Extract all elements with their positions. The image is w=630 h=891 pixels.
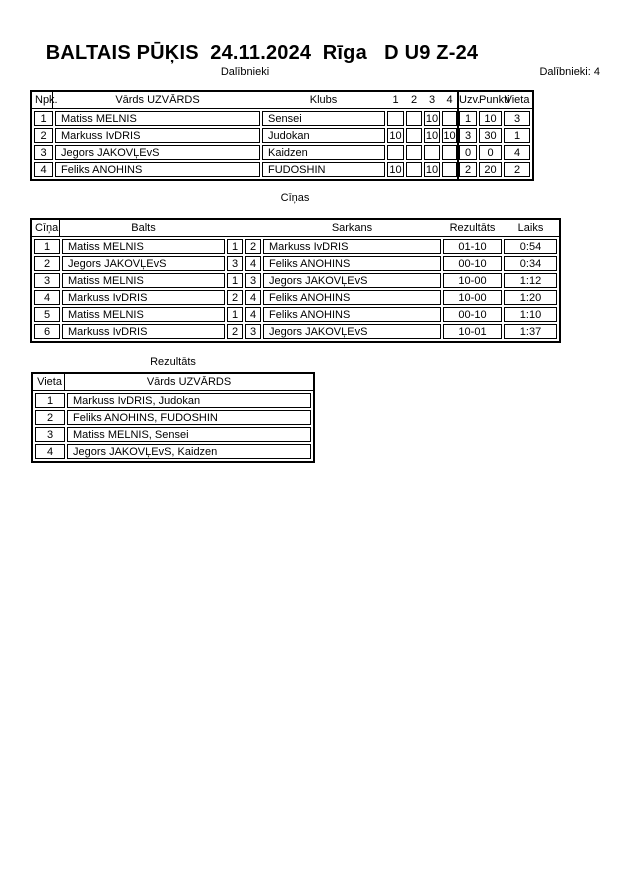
- cell-white-name: Matiss MELNIS: [62, 273, 225, 288]
- cell-place: 4: [504, 145, 530, 160]
- cell-round2: [406, 128, 422, 143]
- cell-time: 1:20: [504, 290, 557, 305]
- cell-npk: 2: [34, 128, 53, 143]
- cell-name: Markuss IvDRIS: [55, 128, 260, 143]
- cell-npk: 4: [34, 162, 53, 177]
- cell-name: Jegors JAKOVĻEvS: [55, 145, 260, 160]
- cell-white-no: 1: [227, 307, 243, 322]
- cell-red-no: 4: [245, 307, 261, 322]
- cell-name: Markuss IvDRIS, Judokan: [67, 393, 311, 408]
- participants-table: [30, 90, 534, 181]
- col-header-result: Rezultāts: [449, 222, 496, 234]
- fights-section-title: Cīņas: [280, 192, 310, 204]
- fights-table-header: [32, 220, 559, 237]
- cell-white-no: 2: [227, 324, 243, 339]
- cell-white-no: 2: [227, 290, 243, 305]
- cell-name: Feliks ANOHINS: [55, 162, 260, 177]
- table-row: [35, 410, 311, 425]
- table-row: [34, 273, 557, 288]
- cell-red-no: 2: [245, 239, 261, 254]
- cell-wins: 3: [459, 128, 477, 143]
- col-header-white: Balts: [131, 222, 156, 234]
- cell-white-no: 3: [227, 256, 243, 271]
- cell-round2: [406, 145, 422, 160]
- col-header-fight: Cīņa: [35, 222, 59, 234]
- cell-white-name: Matiss MELNIS: [62, 307, 225, 322]
- results-table-body: [33, 391, 313, 461]
- cell-round1: 10: [387, 128, 404, 143]
- results-section-title: Rezultāts: [150, 356, 196, 368]
- table-row: [34, 256, 557, 271]
- table-row: [34, 162, 530, 177]
- cell-npk: 1: [34, 111, 53, 126]
- cell-fight-no: 3: [34, 273, 60, 288]
- cell-name: Matiss MELNIS, Sensei: [67, 427, 311, 442]
- cell-red-name: Markuss IvDRIS: [263, 239, 441, 254]
- cell-place: 1: [504, 128, 530, 143]
- cell-red-no: 3: [245, 324, 261, 339]
- table-row: [35, 444, 311, 459]
- cell-fight-no: 2: [34, 256, 60, 271]
- cell-club: Judokan: [262, 128, 385, 143]
- participants-count: Dalībnieki: 4: [539, 66, 600, 78]
- cell-fight-no: 6: [34, 324, 60, 339]
- cell-result: 10-00: [443, 290, 502, 305]
- col-header-name: Vārds UZVĀRDS: [146, 376, 232, 388]
- table-row: [34, 145, 530, 160]
- col-header-place: Vieta: [504, 94, 530, 106]
- cell-time: 1:10: [504, 307, 557, 322]
- fights-table: [30, 218, 561, 343]
- cell-round3: 10: [425, 129, 439, 142]
- col-header-npk: Npk.: [35, 94, 58, 106]
- cell-fight-no: 1: [34, 239, 60, 254]
- cell-round1: [387, 111, 404, 126]
- cell-time: 1:37: [504, 324, 557, 339]
- cell-round2: [406, 162, 422, 177]
- cell-place: 3: [35, 427, 65, 442]
- cell-red-no: 4: [245, 290, 261, 305]
- col-header-place: Vieta: [35, 374, 65, 390]
- results-table-header: [33, 374, 313, 391]
- col-header-round3: 3: [428, 94, 436, 106]
- cell-red-name: Jegors JAKOVĻEvS: [263, 273, 441, 288]
- cell-place: 4: [35, 444, 65, 459]
- cell-time: 0:54: [504, 239, 557, 254]
- cell-white-no: 1: [227, 239, 243, 254]
- cell-round4: [442, 145, 457, 160]
- table-row: [34, 307, 557, 322]
- cell-wins: 0: [459, 145, 477, 160]
- cell-club: FUDOSHIN: [262, 162, 385, 177]
- col-header-red: Sarkans: [331, 222, 373, 234]
- table-row: [34, 239, 557, 254]
- cell-round4: [442, 162, 457, 177]
- col-header-wins: Uzv.: [459, 94, 481, 106]
- fights-table-body: [32, 237, 559, 341]
- cell-result: 00-10: [443, 256, 502, 271]
- cell-white-no: 1: [227, 273, 243, 288]
- cell-result: 01-10: [443, 239, 502, 254]
- cell-place: 2: [504, 162, 530, 177]
- section-divider-line: [457, 92, 459, 179]
- cell-name: Matiss MELNIS: [55, 111, 260, 126]
- col-header-round2: 2: [410, 94, 418, 106]
- cell-result: 10-00: [443, 273, 502, 288]
- table-row: [34, 111, 530, 126]
- cell-place: 2: [35, 410, 65, 425]
- col-header-time: Laiks: [517, 222, 544, 234]
- col-header-club: Klubs: [309, 94, 338, 106]
- table-row: [34, 290, 557, 305]
- cell-fight-no: 4: [34, 290, 60, 305]
- cell-red-name: Feliks ANOHINS: [263, 256, 441, 271]
- cell-result: 00-10: [443, 307, 502, 322]
- cell-round2: [406, 111, 422, 126]
- cell-club: Sensei: [262, 111, 385, 126]
- table-row: [34, 128, 530, 143]
- cell-club: Kaidzen: [262, 145, 385, 160]
- table-row: [35, 393, 311, 408]
- cell-npk: 3: [34, 145, 53, 160]
- page-title: BALTAIS PŪĶIS 24.11.2024 Rīga D U9 Z-24: [45, 42, 479, 64]
- cell-red-name: Feliks ANOHINS: [263, 290, 441, 305]
- col-header-points: Punkti: [479, 94, 510, 106]
- cell-place: 1: [35, 393, 65, 408]
- col-header-name: Vārds UZVĀRDS: [115, 94, 200, 106]
- cell-time: 0:34: [504, 256, 557, 271]
- cell-round3: [424, 145, 440, 160]
- cell-result: 10-01: [443, 324, 502, 339]
- cell-round3: 10: [425, 163, 439, 176]
- cell-red-name: Jegors JAKOVĻEvS: [263, 324, 441, 339]
- cell-white-name: Markuss IvDRIS: [62, 324, 225, 339]
- cell-name: Feliks ANOHINS, FUDOSHIN: [67, 410, 311, 425]
- cell-time: 1:12: [504, 273, 557, 288]
- cell-red-no: 4: [245, 256, 261, 271]
- cell-points: 0: [479, 145, 502, 160]
- table-row: [34, 324, 557, 339]
- cell-red-no: 3: [245, 273, 261, 288]
- cell-red-name: Feliks ANOHINS: [263, 307, 441, 322]
- cell-white-name: Matiss MELNIS: [62, 239, 225, 254]
- cell-name: Jegors JAKOVĻEvS, Kaidzen: [67, 444, 311, 459]
- cell-wins: 1: [459, 111, 477, 126]
- cell-round3: 10: [425, 112, 439, 125]
- cell-fight-no: 5: [34, 307, 60, 322]
- cell-wins: 2: [459, 162, 477, 177]
- cell-round1: [387, 145, 404, 160]
- cell-white-name: Markuss IvDRIS: [62, 290, 225, 305]
- results-table: [31, 372, 315, 463]
- cell-points: 20: [479, 162, 502, 177]
- cell-points: 10: [479, 111, 502, 126]
- cell-round4: [442, 111, 457, 126]
- col-header-round1: 1: [392, 94, 399, 106]
- cell-white-name: Jegors JAKOVĻEvS: [62, 256, 225, 271]
- cell-round4: 10: [443, 129, 456, 142]
- table-row: [35, 427, 311, 442]
- col-header-round4: 4: [446, 94, 453, 106]
- cell-place: 3: [504, 111, 530, 126]
- cell-points: 30: [479, 128, 502, 143]
- cell-round1: 10: [387, 162, 404, 177]
- participants-section-title: Dalībnieki: [220, 66, 270, 78]
